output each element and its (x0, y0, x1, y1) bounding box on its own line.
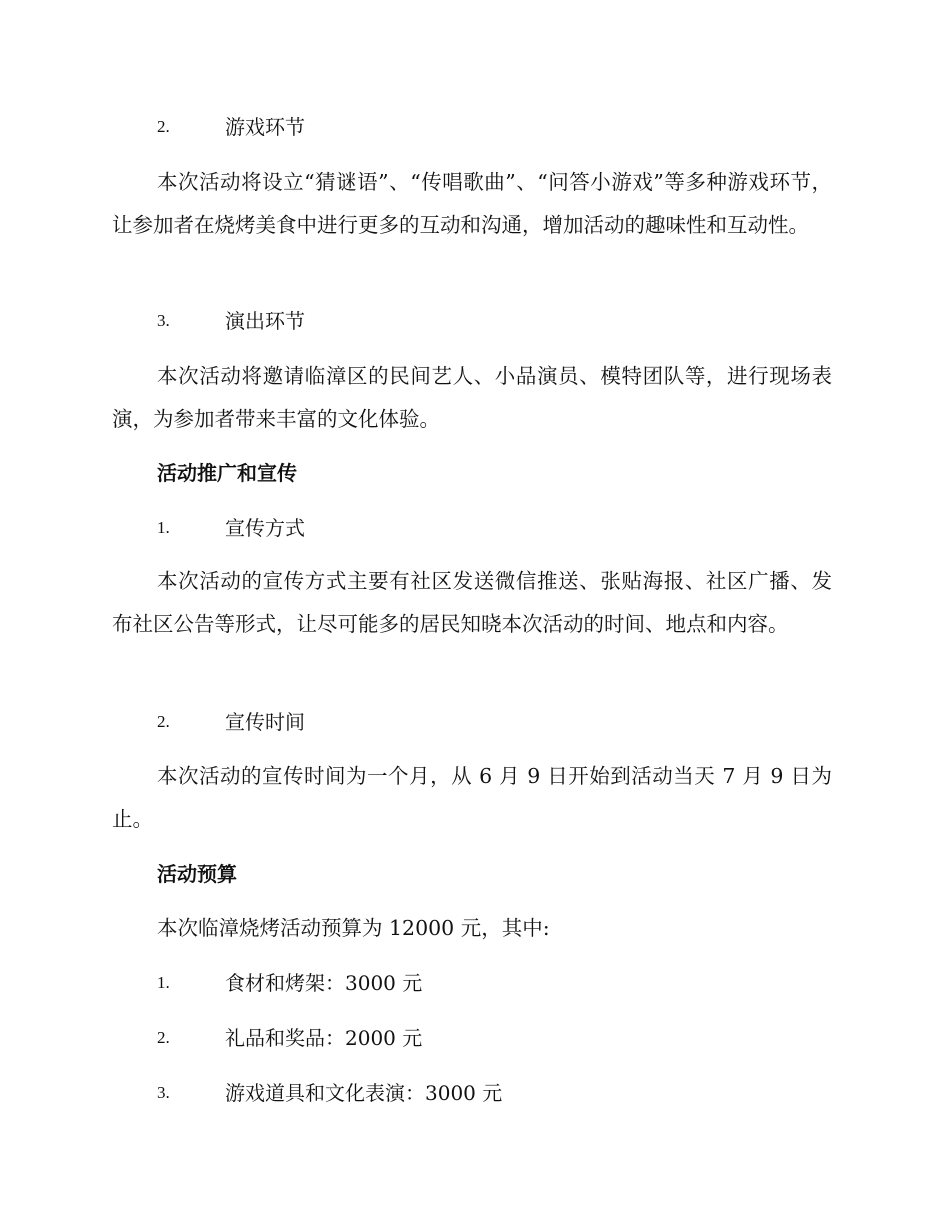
budget-item (157, 1023, 837, 1053)
list-number: 1. (157, 973, 170, 992)
budget-item (157, 968, 837, 998)
section-heading-promotion: 活动推广和宣传 (157, 461, 297, 485)
budget-item-text: 礼品和奖品：2000 元 (225, 1026, 423, 1050)
list-item-title: 宣传时间 (225, 710, 305, 734)
list-item-promotion-method (157, 513, 837, 543)
promotion-time-paragraph: 本次活动的宣传时间为一个月，从 6 月 9 日开始到活动当天 7 月 9 日为止。 (112, 764, 832, 831)
list-number: 2. (157, 117, 170, 136)
games-paragraph: 本次活动将设立“猜谜语”、“传唱歌曲”、“问答小游戏”等多种游戏环节，让参加者在烧烤美食中进行更多的互动和沟通，增加活动的趣味性和互动性。 (112, 170, 832, 237)
performance-paragraph: 本次活动将邀请临漳区的民间艺人、小品演员、模特团队等，进行现场表演，为参加者带来丰富的文化体验。 (112, 364, 832, 431)
promotion-method-paragraph: 本次活动的宣传方式主要有社区发送微信推送、张贴海报、社区广播、发布社区公告等形式，让尽可能多的居民知晓本次活动的时间、地点和内容。 (112, 569, 832, 636)
budget-intro-paragraph: 本次临漳烧烤活动预算为 12000 元，其中: (157, 916, 550, 940)
budget-item-text: 游戏道具和文化表演：3000 元 (225, 1081, 503, 1105)
list-item-title: 演出环节 (225, 309, 305, 333)
list-item-title: 宣传方式 (225, 516, 305, 540)
list-item-performance (157, 306, 837, 336)
list-number: 1. (157, 518, 170, 537)
list-item-games (157, 112, 837, 142)
list-number: 2. (157, 712, 170, 731)
list-number: 2. (157, 1028, 170, 1047)
budget-item (157, 1078, 837, 1108)
list-number: 3. (157, 311, 170, 330)
list-item-title: 游戏环节 (225, 115, 305, 139)
budget-item-text: 食材和烤架：3000 元 (225, 971, 423, 995)
list-number: 3. (157, 1083, 170, 1102)
list-item-promotion-time (157, 707, 837, 737)
section-heading-budget: 活动预算 (157, 862, 237, 886)
